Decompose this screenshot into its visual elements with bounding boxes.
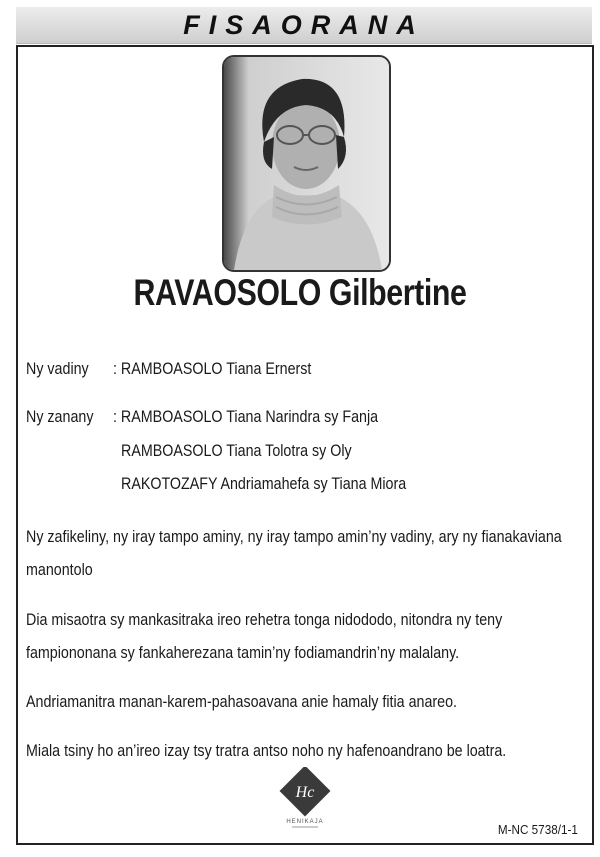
paragraph-line: fampiononana sy fankaherezana tamin’ny fodiamandrin’ny malalany.: [26, 643, 460, 662]
header-banner: [16, 7, 592, 44]
page-title: FISAORANA: [183, 9, 425, 40]
children-label: Ny zanany: [26, 407, 94, 426]
paragraph-line: manontolo: [26, 560, 93, 579]
children-value-3: RAKOTOZAFY Andriamahefa sy Tiana Miora: [121, 474, 407, 493]
paragraph-apology: [26, 734, 564, 767]
reference-code: M-NC 5738/1-1: [498, 822, 578, 837]
svg-text:HENIKAJA: HENIKAJA: [286, 819, 324, 825]
paragraph-line: Miala tsiny ho an’ireo izay tsy tratra antso noho ny hafenoandrano be loatra.: [26, 741, 507, 760]
paragraph-line: Andriamanitra manan-karem-pahasoavana anie hamaly fitia anareo.: [26, 692, 458, 711]
paragraph-line: Dia misaotra sy mankasitraka ireo rehetra tonga nidododo, nitondra ny teny: [26, 610, 503, 629]
spouse-label: Ny vadiny: [26, 359, 89, 378]
funeral-home-logo: [278, 767, 332, 833]
children-value-2: RAMBOASOLO Tiana Tolotra sy Oly: [121, 441, 352, 460]
svg-text:Hc: Hc: [295, 784, 315, 801]
deceased-name: RAVAOSOLO Gilbertine: [133, 272, 467, 313]
children-value-1: : RAMBOASOLO Tiana Narindra sy Fanja: [113, 407, 379, 426]
paragraph-line: Ny zafikeliny, ny iray tampo aminy, ny iray tampo amin’ny vadiny, ary ny fianakaviana: [26, 527, 562, 546]
spouse-value: : RAMBOASOLO Tiana Ernerst: [113, 359, 312, 378]
paragraph-thanks: [26, 603, 564, 669]
paragraph-blessing: [26, 685, 564, 718]
portrait-photo: [222, 55, 391, 272]
paragraph-relatives: [26, 520, 564, 586]
